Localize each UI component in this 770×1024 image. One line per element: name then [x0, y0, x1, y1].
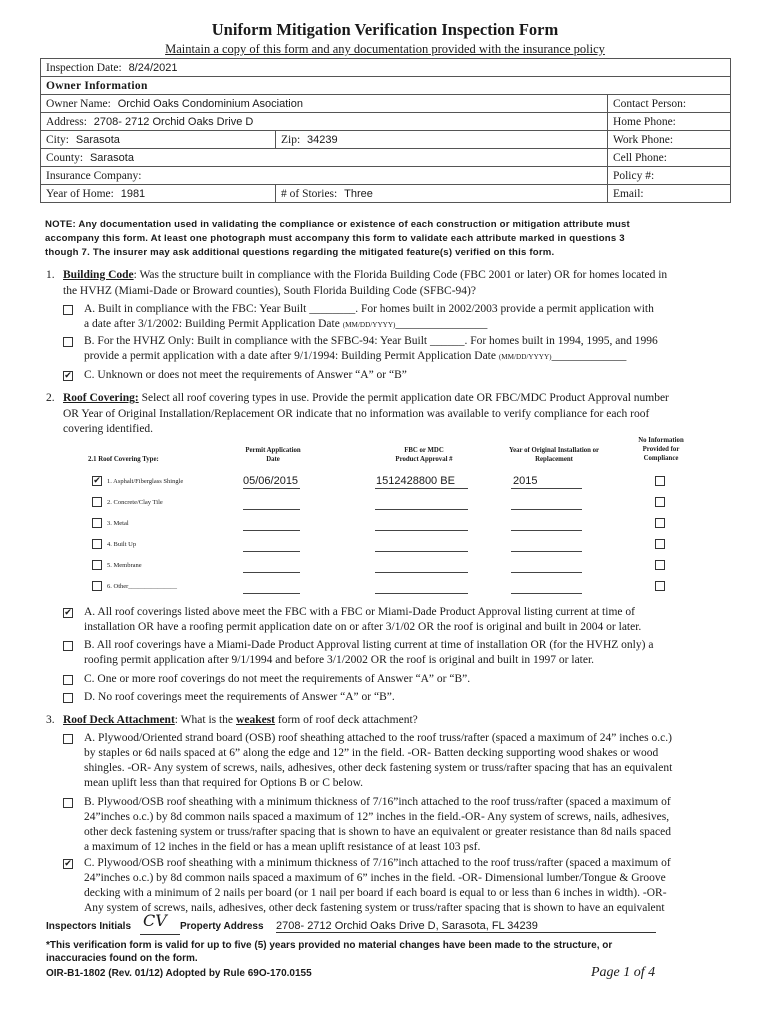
col-no-information-line: Provided for: [642, 446, 680, 453]
home-phone-cell[interactable]: [607, 113, 730, 131]
roof-covering-label: 6. Other_______________: [107, 583, 178, 590]
roof-covering-label: 4. Built Up: [107, 541, 137, 548]
q1-option-a-text: A. Built in compliance with the FBC: Year Built ________. For homes built in 2002/2003 provide a permit application with: [84, 303, 654, 315]
year-installation-line: [511, 593, 582, 594]
city-value[interactable]: Sarasota: [75, 133, 120, 146]
form-subtitle: Maintain a copy of this form and any documentation provided with the insurance policy: [165, 42, 605, 56]
year-installation-line: [511, 572, 582, 573]
q2-option-a-text: A. All roof coverings listed above meet the FBC with a FBC or Miami-Dade Product Approval listing current at time of: [84, 606, 635, 618]
address-label: Address:: [46, 115, 87, 128]
inspector-initials-signature[interactable]: CV: [143, 911, 167, 930]
product-approval-line: [375, 530, 468, 531]
roof-covering-label: 5. Membrane: [107, 562, 142, 569]
col-year-installation: [495, 446, 613, 464]
q1-option-b: [84, 334, 734, 365]
q3-weakest: weakest: [236, 714, 276, 726]
q2-option-b-checkbox[interactable]: [63, 641, 73, 651]
owner-info-table: [40, 58, 731, 203]
q3-option-c-text: 24”inches o.c.) by 8d common nails spaced a maximum of 6” inches in the field. -OR- Dimensional lumber/Tongue & Groove: [84, 872, 666, 884]
property-address-value[interactable]: 2708- 2712 Orchid Oaks Drive D, Sarasota, FL 34239: [276, 920, 656, 933]
col-no-information-line: Compliance: [643, 455, 679, 462]
q1-option-b-text: provide a permit application with a date after 9/1/1994: Building Permit Application Date: [84, 350, 496, 362]
q2-text: Select all roof covering types in use. Provide the permit application date OR FBC/MDC Product Approval number: [138, 392, 669, 404]
disclaimer-line: *This verification form is valid for up to five (5) years provided no material changes have been made to the structure, or: [46, 940, 613, 951]
no-information-checkbox[interactable]: [655, 518, 665, 528]
q2-number: 2.: [46, 392, 55, 404]
year-of-home-cell: [41, 185, 276, 203]
product-approval-line: [375, 572, 468, 573]
no-information-checkbox[interactable]: [655, 476, 665, 486]
q3-option-a-text: mean uplift less than that required for Options B or C below.: [84, 777, 364, 789]
disclaimer-line: inaccuracies found on the form.: [46, 953, 198, 964]
year-of-home-label: Year of Home:: [46, 187, 114, 200]
q1-option-b-checkbox[interactable]: [63, 337, 73, 347]
owner-name-label: Owner Name:: [46, 97, 111, 110]
policy-label: Policy #:: [612, 169, 655, 182]
q3-option-c-text: Any system of screws, nails, adhesives, other deck fastening system or truss/rafter spacing that is shown to have an equivalent: [84, 902, 665, 914]
inspector-initials-label: Inspectors Initials: [46, 921, 132, 932]
q2-option-a-checkbox[interactable]: ✔: [64, 608, 72, 618]
q3-text: : What is the: [174, 714, 234, 726]
owner-info-heading: Owner Information: [41, 77, 731, 95]
contact-person-cell[interactable]: [607, 95, 730, 113]
q3-option-b-checkbox[interactable]: [63, 798, 73, 808]
col-product-approval-line: FBC or MDC: [404, 447, 444, 454]
q3-option-a: [84, 731, 739, 791]
col-year-installation-line: Replacement: [535, 456, 573, 463]
email-cell[interactable]: [607, 185, 730, 203]
address-value[interactable]: 2708- 2712 Orchid Oaks Drive D: [93, 115, 254, 128]
product-approval-line: [375, 488, 468, 489]
col-product-approval: [372, 446, 476, 464]
q2-option-c: [84, 672, 734, 687]
zip-cell: [276, 131, 608, 149]
permit-date-line: [243, 593, 300, 594]
year-installation-line: [511, 488, 582, 489]
q3-option-a-checkbox[interactable]: [63, 734, 73, 744]
county-cell: [41, 149, 608, 167]
q2-option-d-checkbox[interactable]: [63, 693, 73, 703]
q3-option-a-text: by staples or 6d nails spaced at 6” along the edge and 12” in the field. -OR- Batten decking supporting wood shakes or wood: [84, 747, 659, 759]
q1-option-c-text: C. Unknown or does not meet the requirements of Answer “A” or “B”: [84, 369, 407, 381]
year-installation-line: [511, 509, 582, 510]
stories-label: # of Stories:: [281, 187, 338, 200]
col-permit-date-line: Date: [266, 456, 280, 463]
city-cell: [41, 131, 276, 149]
year-installation-value[interactable]: 2015: [513, 475, 538, 487]
q2-option-b: [84, 638, 734, 668]
zip-label: Zip:: [281, 133, 301, 146]
documentation-note: [45, 218, 727, 260]
q1-heading: Building Code: [63, 269, 134, 281]
permit-date-line: [243, 530, 300, 531]
permit-date-line: [243, 488, 300, 489]
q1-option-c-checkbox[interactable]: ✔: [64, 371, 72, 381]
roof-covering-checkbox[interactable]: [92, 497, 102, 507]
note-line: accompany this form. At least one photograph must accompany this form to validate each attribute marked in questions 3: [45, 233, 625, 244]
page-number: Page 1 of 4: [591, 965, 656, 980]
q2-option-a: [64, 605, 734, 635]
city-label: City:: [46, 133, 70, 146]
permit-date-line: [243, 509, 300, 510]
note-line: NOTE: Any documentation used in validating the compliance or existence of each construction or mitigation attribute must: [45, 219, 630, 230]
col-no-information: [620, 436, 702, 463]
q2-option-b-text: B. All roof coverings have a Miami-Dade Product Approval listing current at time of installation OR (for the HVHZ only) a: [84, 639, 654, 651]
product-approval-line: [375, 593, 468, 594]
q2-option-c-checkbox[interactable]: [63, 675, 73, 685]
q2-question: [63, 391, 738, 438]
form-title: Uniform Mitigation Verification Inspection Form: [211, 20, 559, 39]
note-line: though 7. The insurer may ask additional questions regarding the mitigated feature(s) verified on this form.: [45, 247, 555, 258]
policy-cell[interactable]: [607, 167, 730, 185]
zip-value[interactable]: 34239: [307, 133, 338, 146]
q1-option-c: [64, 368, 734, 383]
form-id: OIR-B1-1802 (Rev. 01/12) Adopted by Rule 69O-170.0155: [46, 968, 312, 979]
col-permit-date: [228, 446, 318, 464]
col-permit-date-line: Permit Application: [245, 447, 301, 454]
county-value[interactable]: Sarasota: [89, 151, 134, 164]
owner-name-cell: [41, 95, 608, 113]
roof-covering-checkbox[interactable]: [92, 581, 102, 591]
roof-covering-label: 3. Metal: [107, 520, 129, 527]
q3-option-c-text: decking with a minimum of 2 nails per board (or 1 nail per board if each board is equal to or less than 6 inches in width). -OR-: [84, 887, 667, 899]
col-roof-covering-type: 2.1 Roof Covering Type:: [88, 456, 159, 463]
no-information-checkbox[interactable]: [655, 581, 665, 591]
q2-option-b-text: roofing permit application after 9/1/1994 and before 3/1/2002 OR the roof is original and built in 1997 or later.: [84, 654, 595, 666]
q2-text: covering identified.: [63, 423, 154, 435]
property-address-label: Property Address: [180, 921, 264, 932]
roof-covering-checkbox[interactable]: ✔: [93, 476, 101, 486]
q1-option-b-text: B. For the HVHZ Only: Built in compliance with the SFBC-94: Year Built ______. For homes built in 1994, 1995, and 1996: [84, 335, 658, 347]
date-format-hint: (MM/DD/YYYY): [498, 353, 552, 361]
q1-option-a: [84, 302, 734, 333]
email-label: Email:: [612, 187, 644, 200]
q3-option-b-text: 24”inches o.c.) by 8d common nails spaced a maximum of 12” inches in the field.-OR- Any system of screws, nails, adhesives,: [84, 811, 670, 823]
contact-person-label: Contact Person:: [612, 97, 687, 110]
cell-phone-cell[interactable]: [607, 149, 730, 167]
q2-option-d: [84, 690, 734, 705]
q1-option-a-checkbox[interactable]: [63, 305, 73, 315]
work-phone-cell[interactable]: [607, 131, 730, 149]
work-phone-label: Work Phone:: [612, 133, 674, 146]
permit-date-line: [243, 551, 300, 552]
owner-name-value[interactable]: Orchid Oaks Condominium Asociation: [117, 97, 303, 110]
q3-option-b-text: other deck fastening system or truss/rafter spacing that is shown to have an equivalent or greater resistance than 8d nails spaced: [84, 826, 671, 838]
product-approval-line: [375, 551, 468, 552]
q3-question: [63, 713, 733, 729]
q2-text: OR Year of Original Installation/Replacement OR indicate that no information was available to verify compliance for each roof: [63, 407, 650, 420]
q1-question: [63, 268, 733, 299]
q3-option-b-text: a maximum of 12 inches in the field or has a mean uplift resistance of at least 103 psf.: [84, 841, 481, 853]
cell-phone-label: Cell Phone:: [612, 151, 667, 164]
stories-value[interactable]: Three: [344, 187, 373, 200]
permit-date-value[interactable]: 05/06/2015: [243, 475, 299, 487]
q3-text: form of roof deck attachment?: [275, 714, 418, 726]
q3-option-c-checkbox[interactable]: ✔: [64, 859, 72, 869]
year-of-home-value[interactable]: 1981: [120, 187, 146, 200]
inspection-date-value[interactable]: 8/24/2021: [128, 61, 178, 74]
q3-option-b: [84, 795, 739, 855]
col-no-information-line: No Information: [638, 437, 684, 444]
q3-option-b-text: B. Plywood/OSB roof sheathing with a minimum thickness of 7/16”inch attached to the roof truss/rafter (spaced a maximum of: [84, 796, 671, 808]
address-cell: [41, 113, 608, 131]
year-installation-line: [511, 551, 582, 552]
q1-b-permit-date-blank[interactable]: _____________: [551, 350, 627, 362]
roof-covering-checkbox[interactable]: [92, 539, 102, 549]
date-format-hint: (MM/DD/YYYY): [342, 321, 396, 329]
q3-option-a-text: shingles. -OR- Any system of screws, nails, adhesives, other deck fastening system or truss/rafter spacing that has an equivalent: [84, 762, 673, 774]
insurance-company-label: Insurance Company:: [46, 169, 142, 182]
roof-covering-label: 1. Asphalt/Fiberglass Shingle: [107, 478, 184, 485]
q2-heading: Roof Covering:: [63, 392, 139, 404]
roof-covering-checkbox[interactable]: [92, 518, 102, 528]
q2-option-a-text: installation OR have a roofing permit application date on or after 3/1/02 OR the roof is original and built in 2004 or later.: [84, 621, 642, 633]
q3-number: 3.: [46, 714, 55, 726]
q3-heading: Roof Deck Attachment: [63, 714, 175, 726]
q3-option-c-text: C. Plywood/OSB roof sheathing with a minimum thickness of 7/16”inch attached to the roof truss/rafter (spaced a maximum of: [84, 857, 671, 869]
q2-option-c-text: C. One or more roof coverings do not meet the requirements of Answer “A” or “B”.: [84, 673, 471, 685]
no-information-checkbox[interactable]: [655, 560, 665, 570]
permit-date-line: [243, 572, 300, 573]
no-information-checkbox[interactable]: [655, 539, 665, 549]
stories-cell: [276, 185, 608, 203]
q1-option-a-text: a date after 3/1/2002: Building Permit Application Date: [84, 318, 340, 330]
q1-a-permit-date-blank[interactable]: ________________: [395, 318, 488, 330]
county-label: County:: [46, 151, 84, 164]
initials-underline: [140, 934, 180, 935]
roof-covering-checkbox[interactable]: [92, 560, 102, 570]
q1-text: : Was the structure built in compliance with the Florida Building Code (FBC 2001 or later) OR for homes located in: [133, 269, 668, 281]
product-approval-line: [375, 509, 468, 510]
year-installation-line: [511, 530, 582, 531]
q2-option-d-text: D. No roof coverings meet the requirements of Answer “A” or “B”.: [84, 691, 395, 703]
roof-covering-label: 2. Concrete/Clay Tile: [107, 499, 163, 506]
validity-disclaimer: [46, 939, 736, 965]
q3-option-c: [64, 856, 739, 916]
product-approval-value[interactable]: 1512428800 BE: [376, 475, 455, 487]
q1-text: the HVHZ (Miami-Dade or Broward counties), South Florida Building Code (SFBC-94)?: [63, 284, 476, 297]
home-phone-label: Home Phone:: [612, 115, 676, 128]
no-information-checkbox[interactable]: [655, 497, 665, 507]
col-year-installation-line: Year of Original Installation or: [508, 447, 600, 454]
q3-option-a-text: A. Plywood/Oriented strand board (OSB) roof sheathing attached to the roof truss/rafter (spaced a maximum of 24” inches o.c.): [84, 732, 672, 744]
q1-number: 1.: [46, 269, 55, 281]
inspection-date-label: Inspection Date:: [46, 61, 122, 74]
col-product-approval-line: Product Approval #: [395, 456, 453, 463]
insurance-company-cell[interactable]: [41, 167, 608, 185]
inspection-date-cell: [41, 59, 731, 77]
